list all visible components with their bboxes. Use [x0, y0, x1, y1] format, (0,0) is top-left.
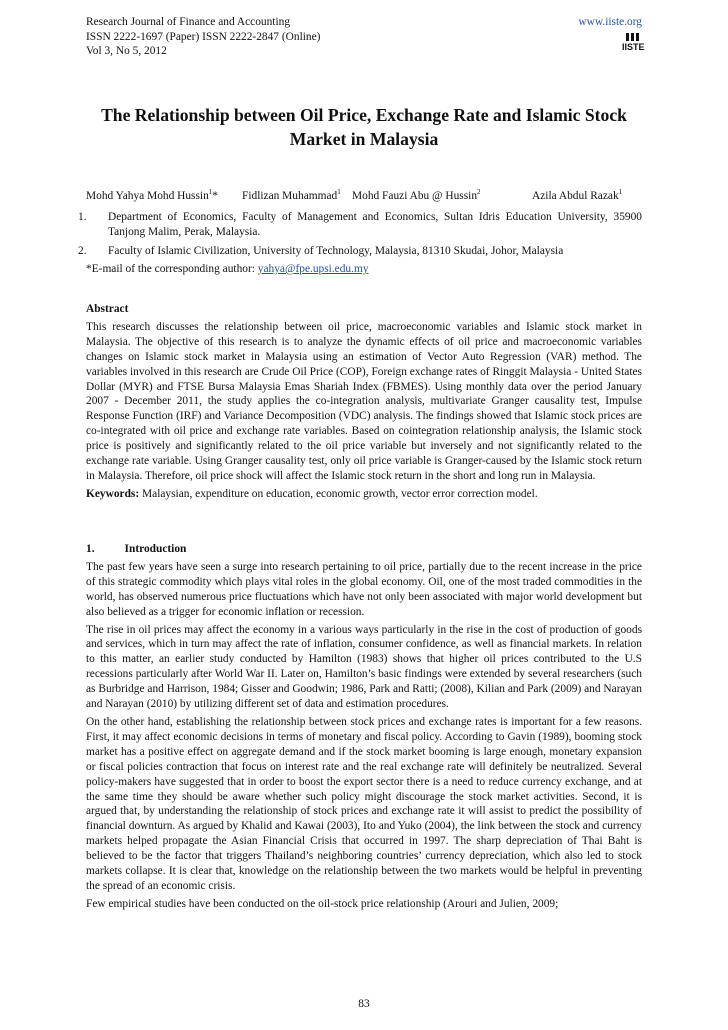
abstract-section — [86, 302, 642, 505]
paragraph: The rise in oil prices may affect the economy in a various ways particularly in the rise in the cost of production of goods and services, which in turn may affect the rate of inflation, consumer confidence, as well as financial markets. In relation to this matter, an earlier study conducted by Hamilton (1983) shows that higher oil prices contributed to the U.S recessions particularly after World War II. Later on, Hamilton’s basic findings were extended by several researchers (such as Burbridge and Harrison, 1984; Gisser and Goodwin; 1986, Park and Ratti; (2008), Kilian and Park (2009) and Narayan and Narayan (2010) by utilizing different set of data and estimation procedures. — [86, 623, 642, 711]
paragraph: Few empirical studies have been conducted on the oil-stock price relationship (Arouri and Julien, 2009; — [86, 897, 559, 910]
paragraph: On the other hand, establishing the relationship between stock prices and exchange rates is important for a few reasons. First, it may affect economic decisions in terms of monetary and fiscal policy. According to Gavin (1989), booming stock market has a positive effect on aggregate demand and if the stock market booming is large enough, monetary expansion or fiscal policies contraction that focus on interest rate and the real exchange rate will definitely be neutralized. Several policy-makers have suggested that in order to boost the export sector there is a need to reduce currency exchange, and at the same time they should be aware whether such policy might discourage the stock market activities. Second, it is argued that, by understanding the relationship of stock prices and exchange rate it will assist to predict the possibility of financial downturn. As argued by Khalid and Kawai (2003), Ito and Yuko (2004), the link between the stock and currency markets helped propagate the Asian Financial Crisis that occurred in 1997. The sharp depreciation of Thai Baht is believed to be the factor that triggers Thailand’s neighboring countries’ currency depreciation, which also led to stock markets collapse. It is clear that, knowledge on the relationship between the two markets would be helpful in preventing the spread of an economic crisis. — [86, 715, 642, 892]
abstract-text: This research discusses the relationship between oil price, macroeconomic variables and Islamic stock market in Malaysia. The objective of this research is to analyze the dynamic effects of oil price and macroeconomic variables changes on Islamic stock market in Malaysia using an estimation of Vector Auto Regression (VAR) method. The variables involved in this research are Crude Oil Price (COP), Foreign exchange rates of Ringgit Malaysia - United States Dollar (MYR) and FTSE Bursa Malaysia Emas Shariah Index (FBMES). Using monthly data over the period January 2007 - December 2011, the study applies the co-integration analysis, multivariate Granger causality test, Impulse Response Function (IRF) and Variance Decomposition (VDC) analysis. The findings showed that Islamic stock prices are co-integrated with oil price and exchange rate variables. Based on cointegration relationship analysis, the Islamic stock price is positively and significantly related to the oil price variable but inversely and not significantly related to the exchange rate variable. Using Granger causality test, only oil price variable is Granger-caused by the Islamic stock return in Malaysia. Therefore, oil price shock will affect the Islamic stock return in the short and long run in Malaysia. — [86, 320, 642, 482]
paragraph: The past few years have seen a surge into research pertaining to oil price, partially due to the recent increase in the price of this strategic commodity which plays vital roles in the global economy. Oil, one of the most traded commodities in the world, has observed numerous price fluctuations which have not only been associated with major world development but also believed as a trigger for economic inflation or recession. — [86, 560, 642, 618]
corresponding-email: *E-mail of the corresponding author: yahya@fpe.upsi.edu.my — [86, 263, 369, 275]
keywords: Keywords: Malaysian, expenditure on education, economic growth, vector error correction model. — [86, 487, 538, 500]
author: Fidlizan Muhammad$^1$ — [242, 188, 341, 202]
paper-title: The Relationship between Oil Price, Exchange Rate and Islamic Stock Market in Malaysia — [101, 105, 627, 149]
author: Mohd Yahya Mohd Hussin$^1$* — [86, 188, 218, 202]
journal-name: Research Journal of Finance and Accounting — [86, 16, 291, 28]
logo-text: IISTE — [622, 42, 645, 52]
journal-volume: Vol 3, No 5, 2012 — [86, 45, 167, 58]
page-number: 83 — [358, 998, 370, 1010]
affiliation: 2. Faculty of Islamic Civilization, University of Technology, Malaysia, 81310 Skudai, Johor, Malaysia — [78, 245, 564, 257]
journal-issn: ISSN 2222-1697 (Paper) ISSN 2222-2847 (Online) — [86, 30, 321, 43]
email-link[interactable]: yahya@fpe.upsi.edu.my — [257, 263, 369, 275]
journal-header — [86, 15, 645, 59]
journal-url-link[interactable]: www.iiste.org — [578, 16, 642, 28]
abstract-heading: Abstract — [86, 303, 129, 315]
section-heading: 1. Introduction — [86, 543, 187, 555]
author: Azila Abdul Razak$^1$ — [532, 188, 623, 202]
introduction-section — [86, 542, 642, 915]
author: Mohd Fauzi Abu @ Hussin$^2$ — [352, 188, 481, 202]
iiste-logo — [622, 33, 645, 59]
affiliation: 1. Department of Economics, Faculty of Management and Economics, Sultan Idris Education University, 35900 Tanjong Malim, Perak, Malaysia. — [78, 211, 642, 238]
logo-bars-icon — [622, 33, 642, 41]
